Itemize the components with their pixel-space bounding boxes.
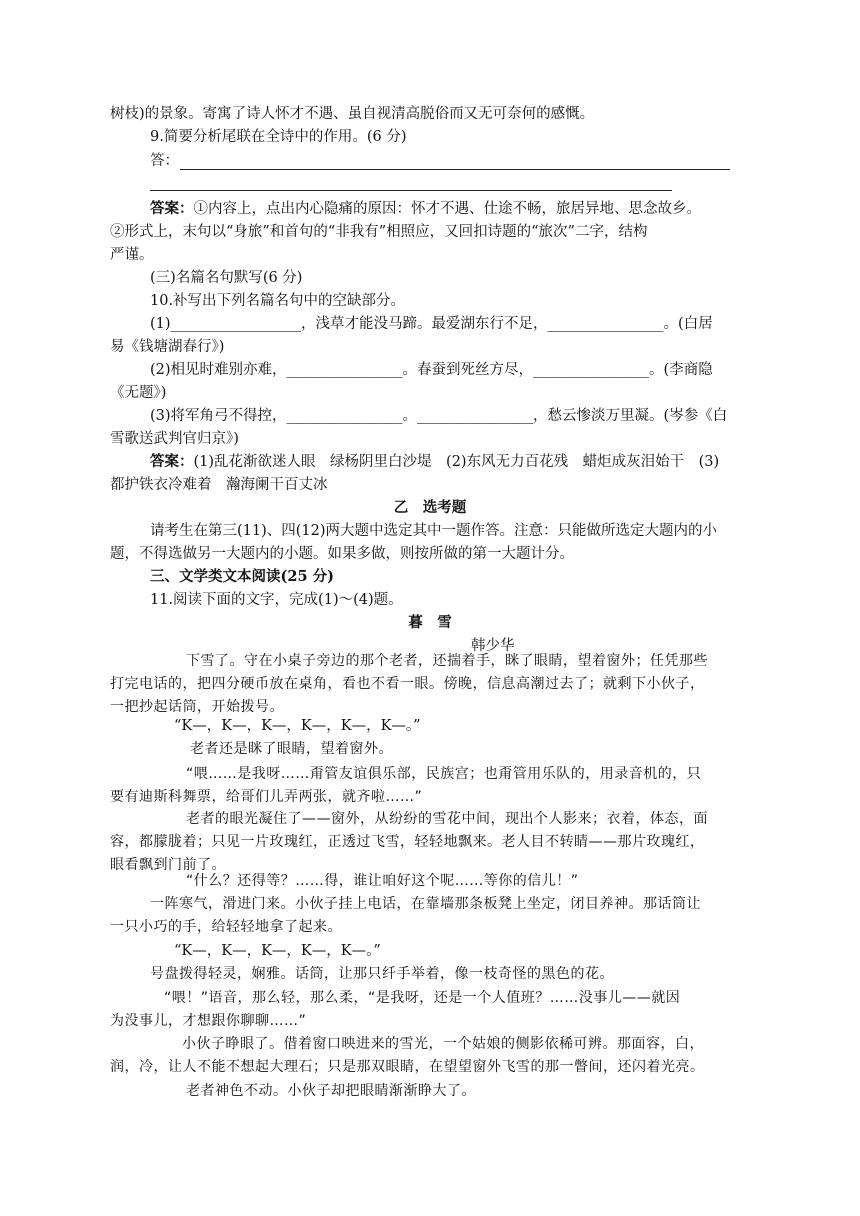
text-line: 树枝)的景象。寄寓了诗人怀才不遇、虽自视清高脱俗而又无可奈何的感慨。 [110,106,595,122]
question-10-3: (3)将军角弓不得控，________________。________________，愁云惨淡万里凝。(岑参《白 [150,408,728,424]
question-10-1: (1)__________________，浅草才能没马蹄。最爱湖东行不足，________________。(白居 [150,316,713,332]
story-paragraph: 润，冷，让人不能不想起大理石；只是那双眼睛，在望望窗外飞雪的那一瞥间，还闪着光亮。 [110,1059,705,1075]
story-paragraph: “K—，K—，K—，K—，K—，K—。” [174,718,421,734]
story-paragraph: 下雪了。守在小桌子旁边的那个老者，还揣着手，眯了眼睛，望着窗外；任凭那些 [186,653,708,669]
answer-label: 答案： [150,453,194,470]
story-title: 暮 雪 [408,614,452,631]
story-paragraph: 一阵寒气，滑进门来。小伙子挂上电话，在靠墙那条板凳上坐定，闭目养神。那话筒让 [150,896,701,912]
question-10-1-cont: 易《钱塘湖春行》) [110,339,225,355]
question-9: 9.简要分析尾联在全诗中的作用。(6 分) [150,129,407,145]
story-author: 韩少华 [471,638,515,654]
story-paragraph: “喂……是我呀……甭管友谊俱乐部，民族宫；也甭管用乐队的，用录音机的，只 [186,766,702,782]
question-10: 10.补写出下列名篇名句中的空缺部分。 [150,293,406,309]
question-10-2-cont: 《无题》) [110,385,167,401]
story-paragraph: 容，都朦胧着；只见一片玫瑰红，正透过飞雪，轻轻地飘来。老人目不转睛——那片玫瑰红， [110,834,705,850]
answer-text: (1)乱花渐欲迷人眼 绿杨阴里白沙堤 (2)东风无力百花残 蜡炬成灰泪始干 (3) [193,454,720,470]
section-heading: 三、文学类文本阅读(25 分) [150,568,334,585]
story-paragraph: “K—，K—，K—，K—，K—。” [174,943,381,959]
story-paragraph: 要有迪斯科舞票，给哥们儿弄两张，就齐啦……” [110,789,423,805]
answer-label: 答案： [150,200,194,217]
question-10-2: (2)相见时难别亦难，________________。春蚕到死丝方尽，________________。(李商隐 [150,362,713,378]
answer-prefix: 答： [150,153,179,169]
answer-9-line3: 严谨。 [110,247,154,263]
answer-line [150,190,672,191]
instruction-line2: 题，不得选做另一大题内的小题。如果多做，则按所做的第一大题计分。 [110,546,574,562]
story-paragraph: 一只小巧的手，给轻轻地拿了起来。 [110,919,342,935]
question-11: 11.阅读下面的文字，完成(1)～(4)题。 [150,592,403,608]
section-heading: (三)名篇名句默写(6 分) [150,270,303,286]
answer-text: ①内容上，点出内心隐痛的原因：怀才不遇、仕途不畅，旅居异地、思念故乡。 [193,201,701,217]
story-paragraph: 老者神色不动。小伙子却把眼睛渐渐睁大了。 [186,1083,476,1099]
answer-9-line1 [150,198,701,220]
answer-10-line1 [150,451,719,473]
part-heading: 乙 选考题 [393,499,467,516]
story-paragraph: “什么？还得等？……得，谁让咱好这个呢……等你的信儿！” [186,873,579,889]
story-paragraph: 小伙子睁眼了。借着窗口映进来的雪光，一个姑娘的侧影依稀可辨。那面容，白， [182,1036,704,1052]
story-paragraph: 号盘拨得轻灵，娴雅。话筒，让那只纤手举着，像一枝奇怪的黑色的花。 [150,966,614,982]
answer-line [180,169,730,170]
story-paragraph: 为没事儿，才想跟你聊聊……” [110,1013,307,1029]
story-paragraph: 眼看飘到门前了。 [110,857,226,873]
answer-10-line2: 都护铁衣冷难着 瀚海阑干百丈冰 [110,477,328,493]
story-paragraph: 老者还是眯了眼睛，望着窗外。 [190,741,393,757]
answer-9-line2: ②形式上，末句以“身旅”和首句的“非我有”相照应，又回扣诗题的“旅次”二字，结构 [110,224,648,240]
instruction-line1: 请考生在第三(11)、四(12)两大题中选定其中一题作答。注意：只能做所选定大题内的小 [150,523,718,539]
question-10-3-cont: 雪歌送武判官归京》) [110,431,239,447]
story-paragraph: 一把抄起话筒，开始拨号。 [110,699,284,715]
story-paragraph: “喂！”语音，那么轻，那么柔，“是我呀，还是一个人值班？……没事儿——就因 [164,990,681,1006]
story-paragraph: 老者的眼光凝住了——窗外，从纷纷的雪花中间，现出个人影来；衣着，体态，面 [186,811,708,827]
story-paragraph: 打完电话的，把四分硬币放在桌角，看也不看一眼。傍晚，信息高潮过去了；就剩下小伙子， [110,676,705,692]
